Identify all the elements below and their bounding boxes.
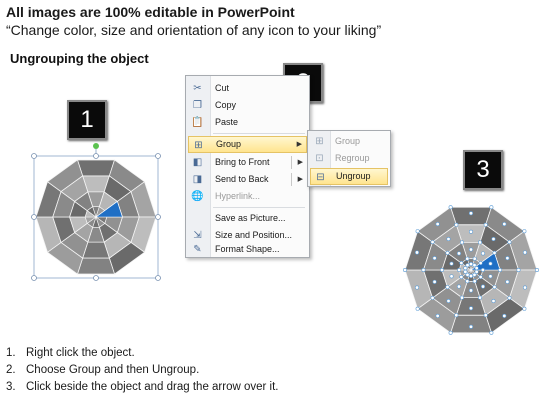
shape-handle[interactable] [446,251,449,254]
shape-handle[interactable] [469,325,472,328]
step-1: 1. Right click the object. [6,347,135,359]
shape-handle[interactable] [446,285,449,288]
hyperlink-icon: 🌐 [191,191,204,202]
rotation-handle[interactable] [93,143,99,149]
step-3: 3. Click beside the object and drag the arrow over it. [6,381,279,393]
shape-handle[interactable] [490,331,493,334]
shape-handle[interactable] [464,270,467,273]
decagon-shape [36,160,156,274]
shape-handle[interactable] [481,252,484,255]
shape-handle[interactable] [506,256,509,259]
shape-handle[interactable] [479,275,482,278]
shape-handle[interactable] [523,307,526,310]
shape-handle[interactable] [484,223,487,226]
step-2: 2. Choose Group and then Ungroup. [6,364,200,376]
shape-handle[interactable] [433,280,436,283]
shape-handle[interactable] [535,268,538,271]
submenu-arrow-icon: ▶ [297,159,303,166]
shape-handle[interactable] [479,261,482,264]
step-badge-1: 1 [67,100,107,140]
group-icon: ⊞ [315,136,324,147]
shape-handle[interactable] [455,223,458,226]
submenu-item-group[interactable]: ⊞ Group [310,133,388,150]
shape-handle[interactable] [506,280,509,283]
menu-item-copy[interactable]: ❐ Copy [188,97,307,114]
shape-handle[interactable] [484,313,487,316]
menu-item-size-and-position[interactable]: ⇲ Size and Position... [188,227,307,244]
shape-handle[interactable] [508,240,511,243]
shape-handle[interactable] [403,268,406,271]
shape-handle[interactable] [415,251,418,254]
menu-item-paste[interactable]: 📋 Paste [191,117,239,128]
shape-handle[interactable] [475,266,478,269]
shape-handle[interactable] [464,266,467,269]
ungroup-icon: ⊟ [316,172,325,183]
shape-handle[interactable] [503,222,506,225]
shape-handle[interactable] [460,296,463,299]
ungrouped-decagon-object[interactable] [398,200,544,340]
shape-handle[interactable] [469,289,472,292]
submenu-arrow-icon: ▶ [297,176,303,183]
shape-handle[interactable] [473,263,476,266]
shape-handle[interactable] [490,206,493,209]
shape-handle[interactable] [436,222,439,225]
shape-handle[interactable] [469,307,472,310]
shape-handle[interactable] [508,296,511,299]
shape-handle[interactable] [457,285,460,288]
submenu-item-regroup[interactable]: ⊡ Regroup [310,150,388,167]
shape-handle[interactable] [475,270,478,273]
size-position-icon: ⇲ [193,230,202,241]
shape-handle[interactable] [517,268,520,271]
shape-handle[interactable] [431,240,434,243]
shape-handle[interactable] [433,256,436,259]
paste-icon: 📋 [191,117,204,128]
shape-handle[interactable] [466,263,469,266]
menu-item-send-to-back[interactable]: ◨ Send to Back ▶ [188,171,307,188]
submenu-item-ungroup[interactable]: ⊟ Ungroup [310,168,388,185]
decagon-segment [451,207,492,225]
decagon-segment [77,160,114,176]
section-heading: Ungrouping the object [10,51,149,66]
shape-handle[interactable] [457,268,460,271]
shape-handle[interactable] [450,262,453,265]
shape-handle[interactable] [469,262,472,265]
shape-handle[interactable] [498,268,501,271]
shape-handle[interactable] [469,274,472,277]
format-shape-icon: ✎ [193,244,202,255]
shape-handle[interactable] [460,275,463,278]
shape-handle[interactable] [431,296,434,299]
shape-handle[interactable] [478,296,481,299]
page-title: All images are 100% editable in PowerPoint [6,4,295,20]
copy-icon: ❐ [193,100,202,111]
shape-handle[interactable] [489,275,492,278]
scissors-icon: ✂ [193,83,202,94]
shape-handle[interactable] [440,268,443,271]
shape-handle[interactable] [478,241,481,244]
shape-handle[interactable] [416,307,419,310]
menu-item-cut[interactable]: ✂ Cut [188,80,307,97]
shape-handle[interactable] [449,331,452,334]
shape-handle[interactable] [447,299,450,302]
shape-handle[interactable] [436,314,439,317]
bring-front-icon: ◧ [192,157,203,168]
step-badge-3: 3 [463,150,503,190]
shape-handle[interactable] [466,280,469,283]
group-icon: ⊞ [194,140,203,151]
send-back-icon: ◨ [192,174,203,185]
menu-item-save-as-picture[interactable]: Save as Picture... [215,213,286,223]
shape-handle[interactable] [523,230,526,233]
shape-handle[interactable] [455,313,458,316]
shape-handle[interactable] [450,275,453,278]
shape-handle[interactable] [447,237,450,240]
shape-handle[interactable] [503,314,506,317]
group-submenu [307,130,391,187]
submenu-arrow-icon: ▶ [296,141,302,148]
menu-item-format-shape[interactable]: ✎ Format Shape... [188,241,307,258]
shape-handle[interactable] [469,248,472,251]
shape-handle[interactable] [489,262,492,265]
shape-handle[interactable] [481,268,484,271]
shape-handle[interactable] [416,230,419,233]
shape-handle[interactable] [460,261,463,264]
shape-handle[interactable] [466,257,469,260]
shape-handle[interactable] [493,285,496,288]
shape-handle[interactable] [473,280,476,283]
shape-handle[interactable] [493,251,496,254]
shape-handle[interactable] [469,230,472,233]
shape-handle[interactable] [492,299,495,302]
shape-handle[interactable] [492,237,495,240]
menu-item-bring-to-front[interactable]: ◧ Bring to Front ▶ [188,154,307,171]
shape-handle[interactable] [469,212,472,215]
shape-handle[interactable] [523,251,526,254]
regroup-icon: ⊡ [315,153,324,164]
shape-handle[interactable] [523,286,526,289]
shape-handle[interactable] [481,285,484,288]
shape-handle[interactable] [460,241,463,244]
menu-item-group[interactable]: ⊞ Group ▶ [188,136,307,153]
page-subtitle: “Change color, size and orientation of any icon to your liking” [6,22,382,38]
shape-handle[interactable] [415,286,418,289]
shape-handle[interactable] [466,273,469,276]
shape-handle[interactable] [457,252,460,255]
menu-item-hyperlink[interactable]: 🌐 Hyperlink... [191,191,261,202]
shape-handle[interactable] [422,268,425,271]
shape-handle[interactable] [449,206,452,209]
decagon-segment [451,315,492,333]
shape-handle[interactable] [473,273,476,276]
decagon-segment [77,258,114,274]
shape-handle[interactable] [473,257,476,260]
grouped-decagon-object[interactable] [28,140,164,282]
context-menu [185,75,310,258]
